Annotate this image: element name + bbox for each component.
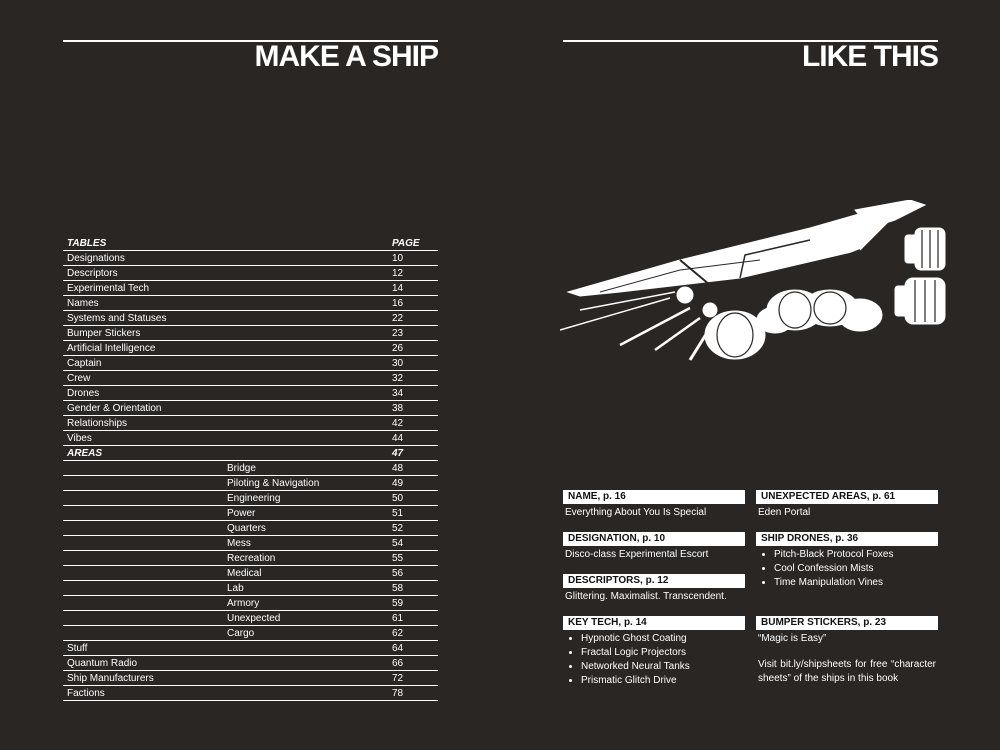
ship-drones-heading: SHIP DRONES, p. 36 xyxy=(756,532,938,546)
table-row xyxy=(63,671,438,686)
table-row xyxy=(63,401,438,416)
table-row xyxy=(63,521,438,536)
spaceship-illustration xyxy=(560,200,950,370)
toc-entry-page: 78 xyxy=(388,686,438,701)
tables-column-header: TABLES xyxy=(63,236,388,251)
toc-entry-label: Piloting & Navigation xyxy=(63,476,388,491)
tables-index xyxy=(63,236,438,701)
key-tech-block xyxy=(563,616,745,688)
toc-entry-label: Designations xyxy=(63,251,388,266)
table-row xyxy=(63,386,438,401)
table-row xyxy=(63,626,438,641)
toc-entry-label: Factions xyxy=(63,686,388,701)
table-row xyxy=(63,566,438,581)
toc-entry-page: 54 xyxy=(388,536,438,551)
unexpected-areas-value: Eden Portal xyxy=(758,507,811,518)
toc-entry-label: Quantum Radio xyxy=(63,656,388,671)
toc-entry-page: 10 xyxy=(388,251,438,266)
table-row xyxy=(63,581,438,596)
toc-entry-page: 23 xyxy=(388,326,438,341)
toc-entry-label: Cargo xyxy=(63,626,388,641)
toc-entry-page: 34 xyxy=(388,386,438,401)
toc-entry-label: Mess xyxy=(63,536,388,551)
list-item: • Prismatic Glitch Drive xyxy=(581,674,745,688)
table-row xyxy=(63,356,438,371)
toc-entry-label: Medical xyxy=(63,566,388,581)
toc-entry-label: Power xyxy=(63,506,388,521)
toc-entry-label: Descriptors xyxy=(63,266,388,281)
table-row xyxy=(63,596,438,611)
table-row xyxy=(63,446,438,461)
descriptors-block xyxy=(563,574,745,606)
descriptors-heading: DESCRIPTORS, p. 12 xyxy=(563,574,745,588)
table-row xyxy=(63,641,438,656)
toc-entry-page: 42 xyxy=(388,416,438,431)
table-row xyxy=(63,296,438,311)
list-item: • Hypnotic Ghost Coating xyxy=(581,632,745,646)
page-column-header: PAGE xyxy=(388,236,438,251)
name-heading: NAME, p. 16 xyxy=(563,490,745,504)
toc-entry-page: 56 xyxy=(388,566,438,581)
key-tech-list xyxy=(563,632,745,688)
list-item: • Cool Confession Mists xyxy=(774,562,938,576)
toc-entry-page: 49 xyxy=(388,476,438,491)
toc-entry-label: AREAS xyxy=(63,446,388,461)
table-row xyxy=(63,506,438,521)
toc-entry-page: 50 xyxy=(388,491,438,506)
descriptors-value: Glittering. Maximalist. Transcendent. xyxy=(565,591,727,602)
toc-entry-page: 47 xyxy=(388,446,438,461)
toc-entry-label: Names xyxy=(63,296,388,311)
table-row xyxy=(63,281,438,296)
toc-entry-page: 59 xyxy=(388,596,438,611)
bumper-stickers-heading: BUMPER STICKERS, p. 23 xyxy=(756,616,938,630)
right-page-title: LIKE THIS xyxy=(801,40,938,73)
toc-entry-label: Quarters xyxy=(63,521,388,536)
table-row xyxy=(63,686,438,701)
list-item: • Networked Neural Tanks xyxy=(581,660,745,674)
toc-entry-page: 61 xyxy=(388,611,438,626)
unexpected-areas-block xyxy=(756,490,938,522)
toc-entry-label: Crew xyxy=(63,371,388,386)
table-row xyxy=(63,251,438,266)
table-row xyxy=(63,461,438,476)
toc-entry-label: Stuff xyxy=(63,641,388,656)
table-row xyxy=(63,341,438,356)
toc-entry-page: 64 xyxy=(388,641,438,656)
toc-entry-label: Engineering xyxy=(63,491,388,506)
designation-heading: DESIGNATION, p. 10 xyxy=(563,532,745,546)
table-row xyxy=(63,551,438,566)
toc-entry-label: Armory xyxy=(63,596,388,611)
table-row xyxy=(63,611,438,626)
toc-entry-label: Drones xyxy=(63,386,388,401)
ship-drones-block xyxy=(756,532,938,590)
left-page-title: MAKE A SHIP xyxy=(254,40,438,73)
toc-entry-label: Ship Manufacturers xyxy=(63,671,388,686)
shipsheets-note: Visit bit.ly/shipsheets for free “character sheets” of the ships in this book xyxy=(758,659,936,684)
toc-entry-page: 62 xyxy=(388,626,438,641)
toc-entry-label: Systems and Statuses xyxy=(63,311,388,326)
toc-entry-label: Unexpected xyxy=(63,611,388,626)
toc-entry-page: 48 xyxy=(388,461,438,476)
table-row xyxy=(63,491,438,506)
toc-entry-page: 66 xyxy=(388,656,438,671)
table-row xyxy=(63,326,438,341)
toc-entry-label: Artificial Intelligence xyxy=(63,341,388,356)
toc-entry-page: 16 xyxy=(388,296,438,311)
toc-entry-page: 14 xyxy=(388,281,438,296)
table-row xyxy=(63,431,438,446)
table-row xyxy=(63,266,438,281)
bumper-stickers-block xyxy=(756,616,938,688)
toc-entry-label: Recreation xyxy=(63,551,388,566)
toc-entry-page: 30 xyxy=(388,356,438,371)
toc-entry-label: Bumper Stickers xyxy=(63,326,388,341)
list-item: • Fractal Logic Projectors xyxy=(581,646,745,660)
toc-entry-page: 58 xyxy=(388,581,438,596)
toc-entry-page: 26 xyxy=(388,341,438,356)
table-row xyxy=(63,536,438,551)
designation-block xyxy=(563,532,745,564)
toc-entry-label: Bridge xyxy=(63,461,388,476)
toc-entry-page: 51 xyxy=(388,506,438,521)
toc-entry-page: 52 xyxy=(388,521,438,536)
key-tech-heading: KEY TECH, p. 14 xyxy=(563,616,745,630)
toc-entry-label: Gender & Orientation xyxy=(63,401,388,416)
table-row xyxy=(63,311,438,326)
name-block xyxy=(563,490,745,522)
designation-value: Disco-class Experimental Escort xyxy=(565,549,709,560)
toc-entry-page: 22 xyxy=(388,311,438,326)
toc-entry-label: Relationships xyxy=(63,416,388,431)
toc-entry-page: 32 xyxy=(388,371,438,386)
toc-entry-label: Vibes xyxy=(63,431,388,446)
toc-entry-label: Captain xyxy=(63,356,388,371)
list-item: • Time Manipulation Vines xyxy=(774,576,938,590)
toc-entry-page: 38 xyxy=(388,401,438,416)
bumper-stickers-value: “Magic is Easy” xyxy=(758,633,827,644)
table-row xyxy=(63,416,438,431)
table-row xyxy=(63,371,438,386)
ship-drones-list xyxy=(756,548,938,590)
toc-entry-page: 72 xyxy=(388,671,438,686)
name-value: Everything About You Is Special xyxy=(565,507,707,518)
table-row xyxy=(63,476,438,491)
toc-entry-label: Lab xyxy=(63,581,388,596)
unexpected-areas-heading: UNEXPECTED AREAS, p. 61 xyxy=(756,490,938,504)
toc-entry-page: 55 xyxy=(388,551,438,566)
toc-entry-page: 12 xyxy=(388,266,438,281)
toc-entry-label: Experimental Tech xyxy=(63,281,388,296)
toc-entry-page: 44 xyxy=(388,431,438,446)
list-item: • Pitch-Black Protocol Foxes xyxy=(774,548,938,562)
table-row xyxy=(63,656,438,671)
